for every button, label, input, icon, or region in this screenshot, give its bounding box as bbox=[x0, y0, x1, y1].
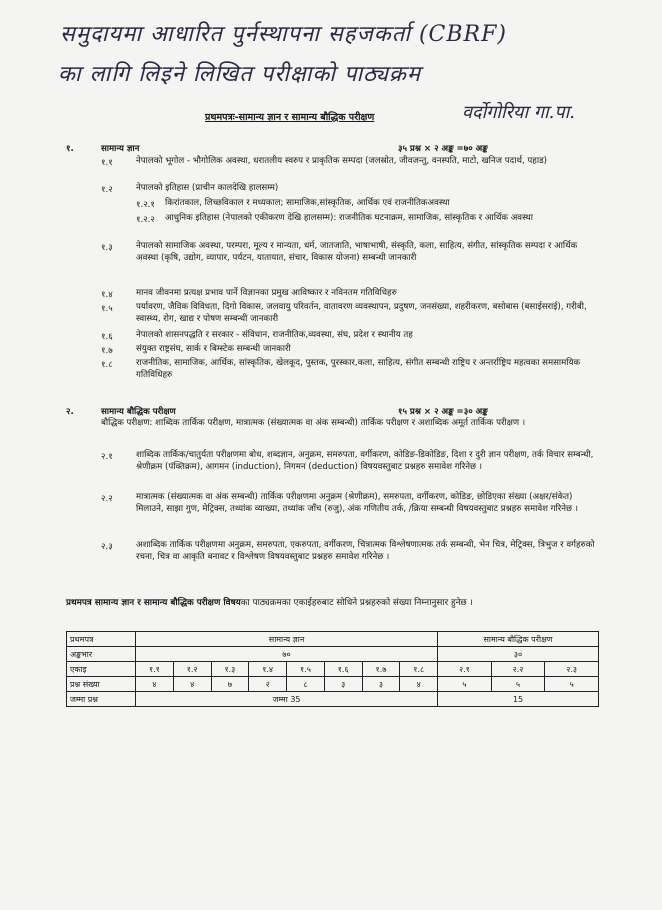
item-number: २.२ bbox=[101, 494, 113, 504]
item-number: १.७ bbox=[101, 346, 113, 356]
count-cell: ३ bbox=[324, 677, 362, 692]
subitem-text: आधुनिक इतिहास (नेपालको एकीकरण देखि हालसम्म): राजनीतिक घटनाक्रम, सामाजिक, सांस्कृतिक र आर्थिक अवस्था bbox=[165, 213, 533, 223]
item-number: १.८ bbox=[101, 360, 113, 370]
item-number: १.३ bbox=[101, 243, 113, 253]
count-cell: ५ bbox=[545, 677, 599, 692]
summary-paragraph bbox=[66, 597, 596, 610]
table-row bbox=[67, 632, 599, 647]
row-label: प्रश्न संख्या bbox=[67, 677, 136, 692]
section2-intro: बौद्धिक परीक्षण: शाब्दिक तार्किक परीक्षण, मात्रात्मक (संख्यात्मक वा अंक सम्बन्धी) तार्किक परीक्षण र अशाब्दिक अमूर्त तार्किक परीक्षण । bbox=[101, 418, 526, 428]
count-cell: २ bbox=[249, 677, 287, 692]
count-cell: ५ bbox=[491, 677, 545, 692]
item-text: नेपालको शासनपद्धति र सरकार - संविधान, राजनीतिक,व्यवस्था, संघ, प्रदेश र स्थानीय तह bbox=[136, 330, 413, 340]
unit-cell: १.६ bbox=[324, 662, 362, 677]
group2-title: सामान्य बौद्धिक परीक्षण bbox=[438, 632, 599, 647]
group1-total: जम्मा 35 bbox=[136, 692, 438, 707]
handwritten-municipality: वर्दोगोरिया गा.पा. bbox=[462, 102, 575, 123]
summary-rest: का पाठ्यक्रमका एकाईहरुबाट सोधिने प्रश्नहरुको संख्या निम्नानुसार हुनेछ । bbox=[240, 598, 473, 608]
section2-marks: १५ प्रश्न × २ अङ्क =३० अङ्क bbox=[398, 407, 488, 417]
unit-cell: १.५ bbox=[287, 662, 325, 677]
item-text: नेपालको भूगोल - भौगोलिक अवस्था, धरातलीय स्वरुप र प्राकृतिक सम्पदा (जलस्रोत, जीवजन्तु, वनस्पति, माटो, खनिज पदार्थ, पहाड) bbox=[136, 156, 548, 166]
question-distribution-table bbox=[66, 631, 599, 707]
count-cell: ८ bbox=[287, 677, 325, 692]
section2-number: २. bbox=[66, 407, 74, 417]
paper-title: प्रथमपत्रः-सामान्य ज्ञान र सामान्य बौद्धिक परीक्षण bbox=[205, 112, 375, 123]
item-text: शाब्दिक तार्किक/चातुर्यता परीक्षणमा बोध, शब्दज्ञान, अनुक्रम, समरुपता, वर्गीकरण, कोडिङ-डिकोडिङ, दिशा र दुरी ज्ञान परीक्षण, तर्क विचार सम्बन्धी, श्रेणीक्रम (पंक्तिक्रम), आगमन (induction), निगमन (deduction) विषयवस्तुबाट प्रश्नहरु समावेश गरिनेछ । bbox=[136, 450, 594, 472]
row-label: एकाइ bbox=[67, 662, 136, 677]
summary-bold: प्रथमपत्र सामान्य ज्ञान र सामान्य बौद्धिक परीक्षण विषय bbox=[66, 598, 241, 608]
row-label: अङ्कभार bbox=[67, 647, 136, 662]
section1-number: १. bbox=[66, 144, 74, 154]
item-number: १.६ bbox=[101, 332, 113, 342]
subitem-text: किरांतकाल, लिच्छविकाल र मध्यकाल; सामाजिक,सांस्कृतिक, आर्थिक एवं राजनीतिकअवस्था bbox=[165, 198, 450, 208]
item-number: १.२ bbox=[101, 185, 113, 195]
item-number: २.३ bbox=[101, 542, 113, 552]
handwritten-title-line1: समुदायमा आधारित पुर्नस्थापना सहजकर्ता (CBRF) bbox=[60, 22, 507, 47]
group1-title: सामान्य ज्ञान bbox=[136, 632, 438, 647]
item-number: १.४ bbox=[101, 290, 113, 300]
row-label: जम्मा प्रश्न bbox=[67, 692, 136, 707]
count-cell: ७ bbox=[211, 677, 249, 692]
row-label: प्रथमपत्र bbox=[67, 632, 136, 647]
count-cell: ३ bbox=[362, 677, 400, 692]
count-cell: ४ bbox=[173, 677, 211, 692]
subitem-number: १.२.१ bbox=[136, 200, 155, 210]
unit-cell: १.७ bbox=[362, 662, 400, 677]
unit-cell: १.१ bbox=[136, 662, 174, 677]
item-number: १.१ bbox=[101, 158, 113, 168]
table-row bbox=[67, 692, 599, 707]
table-row bbox=[67, 647, 599, 662]
item-text: अशाब्दिक तार्किक परीक्षणमा अनुक्रम, समरुपता, एकरुपता, वर्गीकरण, चित्रात्मक विश्लेषणात्मक तर्क सम्बन्धी, भेन चित्र, मेट्रिक्स, त्रिभुज र वर्गहरुको रचना, चित्र वा आकृति बनावट र विश्लेषण विषयवस्तुबाट प्रश्नहरु समावेश गरिनेछ । bbox=[136, 540, 595, 562]
section1-title: सामान्य ज्ञान bbox=[101, 144, 140, 154]
item-text: संयुक्त राष्ट्रसंघ, सार्क र बिम्स्टेक सम्बन्धी जानकारी bbox=[136, 344, 291, 354]
item-text: नेपालको सामाजिक अवस्था, परम्परा, मूल्य र मान्यता, धर्म, जातजाति, भाषाभाषी, संस्कृति, कला, साहित्य, संगीत, सांस्कृतिक सम्पदा र आर्थिक अवस्था (कृषि, उद्योग, व्यापार, पर्यटन, यातायात, संचार, विकास योजना) सम्बन्धी जानकारी bbox=[136, 241, 578, 263]
item-number: २.१ bbox=[101, 452, 113, 462]
count-cell: ४ bbox=[136, 677, 174, 692]
unit-cell: १.८ bbox=[400, 662, 438, 677]
group2-marks: ३० bbox=[438, 647, 599, 662]
unit-cell: १.२ bbox=[173, 662, 211, 677]
item-text: पर्यावरण, जैविक विविधता, दिगो विकास, जलवायु परिवर्तन, वातावरण व्यवस्थापन, प्रदुषण, जनसंख्या, शहरीकरण, बसोबास (बसाईसराई), गरीबी, स्वास्थ्य, रोग, खाद्य र पोषण सम्बन्धी जानकारी bbox=[136, 302, 587, 324]
unit-cell: २.१ bbox=[438, 662, 492, 677]
count-cell: ४ bbox=[400, 677, 438, 692]
section1-marks: ३५ प्रश्न × २ अङ्क =७० अङ्क bbox=[398, 144, 488, 154]
unit-cell: २.३ bbox=[545, 662, 599, 677]
item-text: नेपालको इतिहास (प्राचीन कालदेखि हालसम्म) bbox=[136, 183, 279, 193]
item-text: मात्रात्मक (संख्यात्मक वा अंक सम्बन्धी) तार्किक परीक्षणमा अनुक्रम (श्रेणीक्रम), समरुपता, वर्गीकरण, कोडिङ, छोडिएका संख्या (अक्षर/संकेत) मिलाउने, साझा गुण, मेट्रिक्स, तथ्यांक व्याख्या, तथ्यांक जाँच (रुजु), अंक गणितीय तर्क, /क्रिया सम्बन्धी विषयवस्तुबाट प्रश्नहरु समावेश गरिनेछ । bbox=[136, 492, 579, 514]
unit-cell: १.४ bbox=[249, 662, 287, 677]
group2-total: 15 bbox=[438, 692, 599, 707]
item-text: मानव जीवनमा प्रत्यक्ष प्रभाव पार्ने विज्ञानका प्रमुख आविष्कार र नविनतम गतिविधिहरु bbox=[136, 288, 397, 298]
count-cell: ५ bbox=[438, 677, 492, 692]
item-number: १.५ bbox=[101, 304, 113, 314]
unit-cell: २.२ bbox=[491, 662, 545, 677]
subitem-number: १.२.२ bbox=[136, 215, 155, 225]
section2-title: सामान्य बौद्धिक परीक्षण bbox=[101, 407, 176, 417]
item-text: राजनीतिक, सामाजिक, आर्थिक, सांस्कृतिक, खेलकूद, पुस्तक, पुरस्कार,कला, साहित्य, संगीत सम्बन्धी राष्ट्रिय र अन्तर्राष्ट्रिय महत्वका समसामयिक गतिविधिहरु bbox=[136, 358, 581, 380]
table-row bbox=[67, 662, 599, 677]
handwritten-title-line2: का लागि लिइने लिखित परीक्षाको पाठ्यक्रम bbox=[58, 62, 422, 87]
table-row bbox=[67, 677, 599, 692]
unit-cell: १.३ bbox=[211, 662, 249, 677]
group1-marks: ७० bbox=[136, 647, 438, 662]
